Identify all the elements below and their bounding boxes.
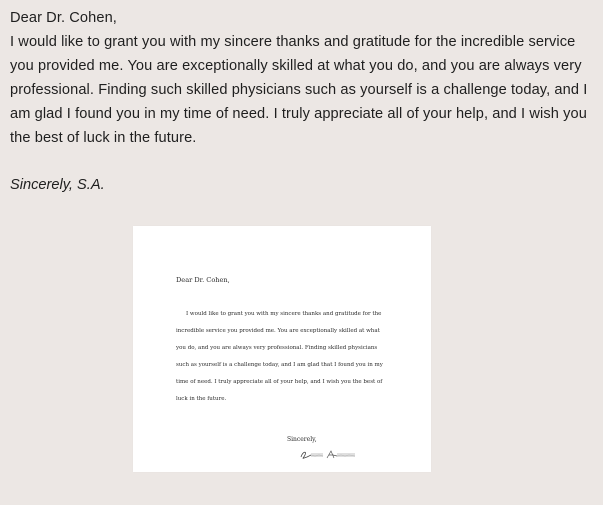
letter-content [10, 6, 595, 150]
scanned-letter-greeting: Dear Dr. Cohen, [176, 276, 230, 284]
scanned-letter-closing: Sincerely, [287, 436, 317, 443]
letter-signoff: Sincerely, S.A. [10, 177, 105, 193]
handwritten-signature [299, 448, 361, 460]
letter-greeting: Dear Dr. Cohen, [10, 10, 117, 26]
scanned-letter-image [133, 226, 431, 472]
letter-body: I would like to grant you with my sincere thanks and gratitude for the incredible service you provided me. You are exceptionally skilled at what you do, and you are always very professional. Finding such skilled physicians such as yourself is a challenge today, and I am glad I found you in my time of need. I truly appreciate all of your help, and I wish you the best of luck in the future. [10, 34, 588, 146]
scanned-letter-body: I would like to grant you with my sincere thanks and gratitude for the incredible service you provided me. You are exceptionally skilled at what you do, and you are always very professional. Finding skilled physicians such as yourself is a challenge today, and I am glad that I found you in my time of need. I truly appreciate all of your help, and I wish you the best of luck in the future. [176, 311, 383, 402]
